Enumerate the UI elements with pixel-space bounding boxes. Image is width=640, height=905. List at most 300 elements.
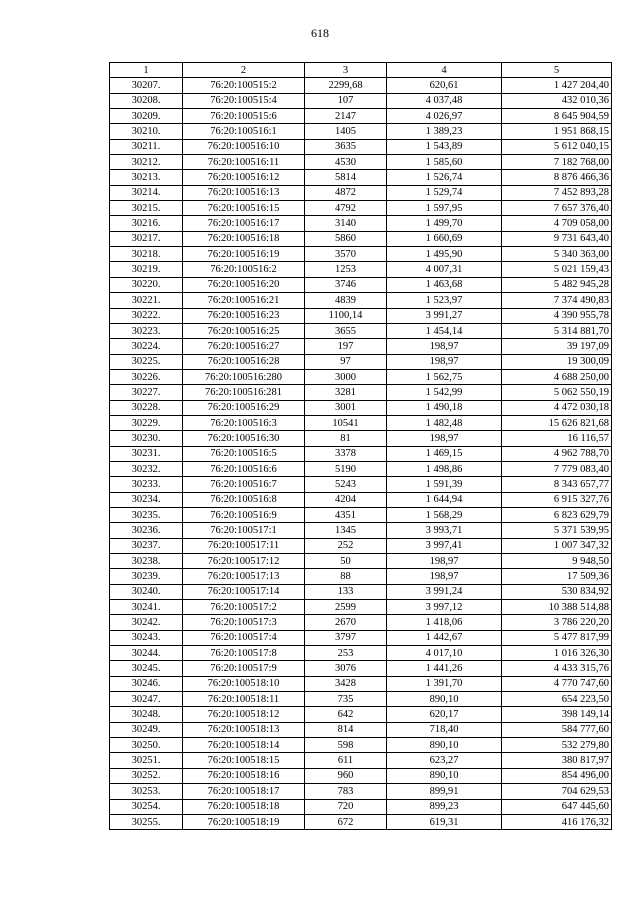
table-cell: 6 915 327,76 (502, 492, 612, 507)
table-cell: 7 182 768,00 (502, 155, 612, 170)
table-cell: 76:20:100516:10 (183, 139, 305, 154)
table-row (110, 216, 612, 231)
table-cell: 4 709 058,00 (502, 216, 612, 231)
table-cell: 8 343 657,77 (502, 477, 612, 492)
table-cell: 3 993,71 (387, 523, 502, 538)
table-row (110, 799, 612, 814)
table-cell: 198,97 (387, 554, 502, 569)
table-cell: 1 499,70 (387, 216, 502, 231)
table-cell: 5 340 363,00 (502, 247, 612, 262)
table-cell: 10 388 514,88 (502, 600, 612, 615)
table-cell: 76:20:100516:28 (183, 354, 305, 369)
table-cell: 672 (305, 814, 387, 829)
table-row (110, 446, 612, 461)
table-cell: 960 (305, 768, 387, 783)
table-cell: 76:20:100516:18 (183, 231, 305, 246)
table-row (110, 231, 612, 246)
table-cell: 30216. (110, 216, 183, 231)
table-cell: 30225. (110, 354, 183, 369)
column-header: 5 (502, 63, 612, 78)
table-cell: 1 562,75 (387, 369, 502, 384)
table-row (110, 507, 612, 522)
registry-table (109, 62, 612, 830)
table-cell: 30240. (110, 584, 183, 599)
table-cell: 598 (305, 738, 387, 753)
table-cell: 3 997,12 (387, 600, 502, 615)
table-row (110, 415, 612, 430)
column-header: 1 (110, 63, 183, 78)
table-cell: 76:20:100516:8 (183, 492, 305, 507)
table-cell: 76:20:100515:2 (183, 78, 305, 93)
page-number: 618 (311, 26, 329, 40)
table-cell: 5814 (305, 170, 387, 185)
table-row (110, 492, 612, 507)
table-cell: 30231. (110, 446, 183, 461)
table-cell: 76:20:100516:281 (183, 385, 305, 400)
table-cell: 76:20:100518:11 (183, 692, 305, 707)
table-cell: 30211. (110, 139, 183, 154)
table-cell: 76:20:100518:13 (183, 722, 305, 737)
table-row (110, 722, 612, 737)
table-row (110, 170, 612, 185)
table-cell: 9 948,50 (502, 554, 612, 569)
table-cell: 4 770 747,60 (502, 676, 612, 691)
table-cell: 10541 (305, 415, 387, 430)
table-cell: 1 454,14 (387, 323, 502, 338)
table-cell: 76:20:100516:3 (183, 415, 305, 430)
table-cell: 4 688 250,00 (502, 369, 612, 384)
table-row (110, 323, 612, 338)
table-row (110, 646, 612, 661)
table-cell: 1 016 326,30 (502, 646, 612, 661)
table-cell: 252 (305, 538, 387, 553)
table-cell: 76:20:100518:12 (183, 707, 305, 722)
table-cell: 432 010,36 (502, 93, 612, 108)
table-cell: 783 (305, 784, 387, 799)
table-cell: 30251. (110, 753, 183, 768)
table-cell: 4530 (305, 155, 387, 170)
table-cell: 76:20:100516:27 (183, 339, 305, 354)
table-cell: 107 (305, 93, 387, 108)
table-cell: 1 441,26 (387, 661, 502, 676)
table-cell: 30245. (110, 661, 183, 676)
table-cell: 30243. (110, 630, 183, 645)
table-row (110, 707, 612, 722)
table-cell: 30222. (110, 308, 183, 323)
table-cell: 30236. (110, 523, 183, 538)
table-cell: 4 037,48 (387, 93, 502, 108)
table-cell: 2599 (305, 600, 387, 615)
table-cell: 17 509,36 (502, 569, 612, 584)
table-cell: 7 657 376,40 (502, 201, 612, 216)
table-cell: 5 314 881,70 (502, 323, 612, 338)
table-cell: 619,31 (387, 814, 502, 829)
table-row (110, 630, 612, 645)
table-cell: 1 591,39 (387, 477, 502, 492)
table-cell: 4 026,97 (387, 109, 502, 124)
table-cell: 76:20:100516:19 (183, 247, 305, 262)
table-cell: 76:20:100518:19 (183, 814, 305, 829)
column-header: 2 (183, 63, 305, 78)
table-cell: 30249. (110, 722, 183, 737)
table-cell: 30253. (110, 784, 183, 799)
table-cell: 5 371 539,95 (502, 523, 612, 538)
table-cell: 380 817,97 (502, 753, 612, 768)
table-cell: 76:20:100518:17 (183, 784, 305, 799)
table-cell: 30252. (110, 768, 183, 783)
table-cell: 76:20:100518:18 (183, 799, 305, 814)
table-row (110, 584, 612, 599)
table-cell: 623,27 (387, 753, 502, 768)
table-cell: 30250. (110, 738, 183, 753)
table-cell: 704 629,53 (502, 784, 612, 799)
table-cell: 3378 (305, 446, 387, 461)
table-row (110, 155, 612, 170)
table-cell: 30226. (110, 369, 183, 384)
table-cell: 30215. (110, 201, 183, 216)
table-cell: 899,23 (387, 799, 502, 814)
table-cell: 654 223,50 (502, 692, 612, 707)
table-cell: 1 951 868,15 (502, 124, 612, 139)
table-cell: 76:20:100516:30 (183, 431, 305, 446)
table-header-row (110, 63, 612, 78)
table-cell: 4 962 788,70 (502, 446, 612, 461)
table-cell: 30220. (110, 277, 183, 292)
table-row (110, 738, 612, 753)
table-cell: 30233. (110, 477, 183, 492)
table-cell: 5 477 817,99 (502, 630, 612, 645)
table-cell: 76:20:100518:14 (183, 738, 305, 753)
table-cell: 620,61 (387, 78, 502, 93)
table-cell: 30217. (110, 231, 183, 246)
table-cell: 1 463,68 (387, 277, 502, 292)
table-cell: 76:20:100516:9 (183, 507, 305, 522)
table-cell: 30228. (110, 400, 183, 415)
table-cell: 30208. (110, 93, 183, 108)
table-cell: 3 991,24 (387, 584, 502, 599)
table-cell: 3746 (305, 277, 387, 292)
table-cell: 532 279,80 (502, 738, 612, 753)
table-cell: 30210. (110, 124, 183, 139)
table-cell: 1 542,99 (387, 385, 502, 400)
table-cell: 76:20:100518:16 (183, 768, 305, 783)
table-cell: 30237. (110, 538, 183, 553)
table-row (110, 615, 612, 630)
table-row (110, 78, 612, 93)
table-cell: 3076 (305, 661, 387, 676)
table-row (110, 554, 612, 569)
table-row (110, 431, 612, 446)
table-cell: 30219. (110, 262, 183, 277)
table-cell: 1 529,74 (387, 185, 502, 200)
table-cell: 4 390 955,78 (502, 308, 612, 323)
table-cell: 1 660,69 (387, 231, 502, 246)
table-cell: 1253 (305, 262, 387, 277)
table-row (110, 400, 612, 415)
table-cell: 6 823 629,79 (502, 507, 612, 522)
table-cell: 2670 (305, 615, 387, 630)
table-cell: 133 (305, 584, 387, 599)
table-cell: 50 (305, 554, 387, 569)
table-row (110, 661, 612, 676)
table-row (110, 477, 612, 492)
table-cell: 30247. (110, 692, 183, 707)
table-cell: 81 (305, 431, 387, 446)
table-row (110, 538, 612, 553)
table-cell: 3140 (305, 216, 387, 231)
table-row (110, 385, 612, 400)
table-cell: 1 523,97 (387, 293, 502, 308)
table-cell: 720 (305, 799, 387, 814)
table-cell: 97 (305, 354, 387, 369)
table-cell: 1 644,94 (387, 492, 502, 507)
table-cell: 30246. (110, 676, 183, 691)
table-cell: 3000 (305, 369, 387, 384)
table-cell: 642 (305, 707, 387, 722)
table-cell: 30239. (110, 569, 183, 584)
table-row (110, 600, 612, 615)
table-cell: 854 496,00 (502, 768, 612, 783)
table-cell: 1 427 204,40 (502, 78, 612, 93)
table-cell: 1 391,70 (387, 676, 502, 691)
table-cell: 76:20:100516:21 (183, 293, 305, 308)
table-cell: 30230. (110, 431, 183, 446)
table-cell: 39 197,09 (502, 339, 612, 354)
table-row (110, 569, 612, 584)
table-row (110, 262, 612, 277)
column-header: 4 (387, 63, 502, 78)
table-cell: 76:20:100517:12 (183, 554, 305, 569)
table-cell: 76:20:100516:7 (183, 477, 305, 492)
table-cell: 5243 (305, 477, 387, 492)
table-row (110, 247, 612, 262)
table-cell: 30224. (110, 339, 183, 354)
table-cell: 30229. (110, 415, 183, 430)
table-row (110, 109, 612, 124)
table-cell: 76:20:100517:4 (183, 630, 305, 645)
table-cell: 76:20:100516:12 (183, 170, 305, 185)
table-cell: 1 543,89 (387, 139, 502, 154)
table-row (110, 768, 612, 783)
table-cell: 3281 (305, 385, 387, 400)
table-cell: 5 482 945,28 (502, 277, 612, 292)
table-cell: 1 490,18 (387, 400, 502, 415)
table-cell: 253 (305, 646, 387, 661)
table-cell: 1345 (305, 523, 387, 538)
table-cell: 30238. (110, 554, 183, 569)
table-row (110, 139, 612, 154)
table-cell: 30221. (110, 293, 183, 308)
table-cell: 30232. (110, 461, 183, 476)
table-cell: 890,10 (387, 738, 502, 753)
table-cell: 4872 (305, 185, 387, 200)
table-cell: 76:20:100516:1 (183, 124, 305, 139)
table-cell: 76:20:100517:9 (183, 661, 305, 676)
table-row (110, 339, 612, 354)
table-cell: 7 374 490,83 (502, 293, 612, 308)
table-cell: 1100,14 (305, 308, 387, 323)
table-cell: 1 442,67 (387, 630, 502, 645)
table-cell: 76:20:100515:6 (183, 109, 305, 124)
table-cell: 16 116,57 (502, 431, 612, 446)
table-row (110, 277, 612, 292)
table-cell: 30212. (110, 155, 183, 170)
table-cell: 198,97 (387, 431, 502, 446)
table-cell: 76:20:100516:5 (183, 446, 305, 461)
table-cell: 30227. (110, 385, 183, 400)
table-cell: 76:20:100516:17 (183, 216, 305, 231)
table-row (110, 753, 612, 768)
table-cell: 4351 (305, 507, 387, 522)
table-cell: 4792 (305, 201, 387, 216)
table-cell: 5860 (305, 231, 387, 246)
table-row (110, 692, 612, 707)
table-cell: 76:20:100516:6 (183, 461, 305, 476)
table-cell: 1 482,48 (387, 415, 502, 430)
table-cell: 30213. (110, 170, 183, 185)
table-cell: 30214. (110, 185, 183, 200)
table-cell: 647 445,60 (502, 799, 612, 814)
table-cell: 197 (305, 339, 387, 354)
table-cell: 398 149,14 (502, 707, 612, 722)
table-cell: 2299,68 (305, 78, 387, 93)
table-row (110, 93, 612, 108)
table-cell: 1 597,95 (387, 201, 502, 216)
table-cell: 3 786 220,20 (502, 615, 612, 630)
table-row (110, 814, 612, 829)
table-cell: 76:20:100517:8 (183, 646, 305, 661)
table-cell: 8 645 904,59 (502, 109, 612, 124)
table-cell: 30241. (110, 600, 183, 615)
table-cell: 1 498,86 (387, 461, 502, 476)
table-cell: 76:20:100518:10 (183, 676, 305, 691)
table-cell: 718,40 (387, 722, 502, 737)
table-cell: 76:20:100515:4 (183, 93, 305, 108)
table-cell: 1 585,60 (387, 155, 502, 170)
table-cell: 4 433 315,76 (502, 661, 612, 676)
table-body (110, 78, 612, 830)
table-cell: 30207. (110, 78, 183, 93)
table-row (110, 293, 612, 308)
table-cell: 76:20:100516:11 (183, 155, 305, 170)
table-cell: 4 007,31 (387, 262, 502, 277)
table-cell: 5 021 159,43 (502, 262, 612, 277)
table-cell: 611 (305, 753, 387, 768)
table-cell: 1 568,29 (387, 507, 502, 522)
column-header: 3 (305, 63, 387, 78)
table-cell: 76:20:100516:13 (183, 185, 305, 200)
table-row (110, 354, 612, 369)
table-cell: 76:20:100516:23 (183, 308, 305, 323)
table-cell: 76:20:100517:3 (183, 615, 305, 630)
table-cell: 76:20:100516:15 (183, 201, 305, 216)
table-cell: 76:20:100518:15 (183, 753, 305, 768)
table-cell: 3655 (305, 323, 387, 338)
table-cell: 15 626 821,68 (502, 415, 612, 430)
table-cell: 416 176,32 (502, 814, 612, 829)
table-cell: 5 612 040,15 (502, 139, 612, 154)
table-cell: 5190 (305, 461, 387, 476)
table-cell: 4204 (305, 492, 387, 507)
table-cell: 3570 (305, 247, 387, 262)
table-row (110, 185, 612, 200)
table-cell: 30234. (110, 492, 183, 507)
table-cell: 8 876 466,36 (502, 170, 612, 185)
table-cell: 620,17 (387, 707, 502, 722)
table-cell: 3797 (305, 630, 387, 645)
table-cell: 1405 (305, 124, 387, 139)
table-cell: 30223. (110, 323, 183, 338)
table-row (110, 784, 612, 799)
table-cell: 198,97 (387, 354, 502, 369)
table-cell: 198,97 (387, 569, 502, 584)
table-cell: 30235. (110, 507, 183, 522)
table-cell: 76:20:100516:280 (183, 369, 305, 384)
table-cell: 1 389,23 (387, 124, 502, 139)
table-cell: 76:20:100517:13 (183, 569, 305, 584)
table-cell: 735 (305, 692, 387, 707)
table-cell: 76:20:100517:1 (183, 523, 305, 538)
table-row (110, 124, 612, 139)
table-cell: 30254. (110, 799, 183, 814)
table-row (110, 676, 612, 691)
table-cell: 3 997,41 (387, 538, 502, 553)
table-cell: 76:20:100516:29 (183, 400, 305, 415)
table-cell: 5 062 550,19 (502, 385, 612, 400)
table-cell: 30244. (110, 646, 183, 661)
table-cell: 30218. (110, 247, 183, 262)
table-row (110, 308, 612, 323)
table-cell: 814 (305, 722, 387, 737)
table-cell: 890,10 (387, 692, 502, 707)
table-cell: 3001 (305, 400, 387, 415)
table-cell: 88 (305, 569, 387, 584)
table-row (110, 201, 612, 216)
table-cell: 30248. (110, 707, 183, 722)
table-cell: 30242. (110, 615, 183, 630)
table-cell: 2147 (305, 109, 387, 124)
table-cell: 9 731 643,40 (502, 231, 612, 246)
table-cell: 1 007 347,32 (502, 538, 612, 553)
table-cell: 76:20:100516:2 (183, 262, 305, 277)
table-cell: 3428 (305, 676, 387, 691)
table-row (110, 461, 612, 476)
table-row (110, 369, 612, 384)
table-cell: 198,97 (387, 339, 502, 354)
table-cell: 890,10 (387, 768, 502, 783)
table-cell: 4 472 030,18 (502, 400, 612, 415)
table-cell: 30255. (110, 814, 183, 829)
table-cell: 76:20:100516:20 (183, 277, 305, 292)
table-cell: 1 495,90 (387, 247, 502, 262)
table-cell: 76:20:100517:11 (183, 538, 305, 553)
table-cell: 30209. (110, 109, 183, 124)
table-cell: 4839 (305, 293, 387, 308)
table-cell: 7 452 893,28 (502, 185, 612, 200)
table-cell: 1 418,06 (387, 615, 502, 630)
table-cell: 530 834,92 (502, 584, 612, 599)
table-cell: 1 469,15 (387, 446, 502, 461)
table-cell: 3 991,27 (387, 308, 502, 323)
table-cell: 76:20:100517:2 (183, 600, 305, 615)
table-cell: 7 779 083,40 (502, 461, 612, 476)
table-cell: 4 017,10 (387, 646, 502, 661)
table-cell: 76:20:100517:14 (183, 584, 305, 599)
table-cell: 1 526,74 (387, 170, 502, 185)
table-cell: 19 300,09 (502, 354, 612, 369)
table-cell: 899,91 (387, 784, 502, 799)
table-cell: 584 777,60 (502, 722, 612, 737)
